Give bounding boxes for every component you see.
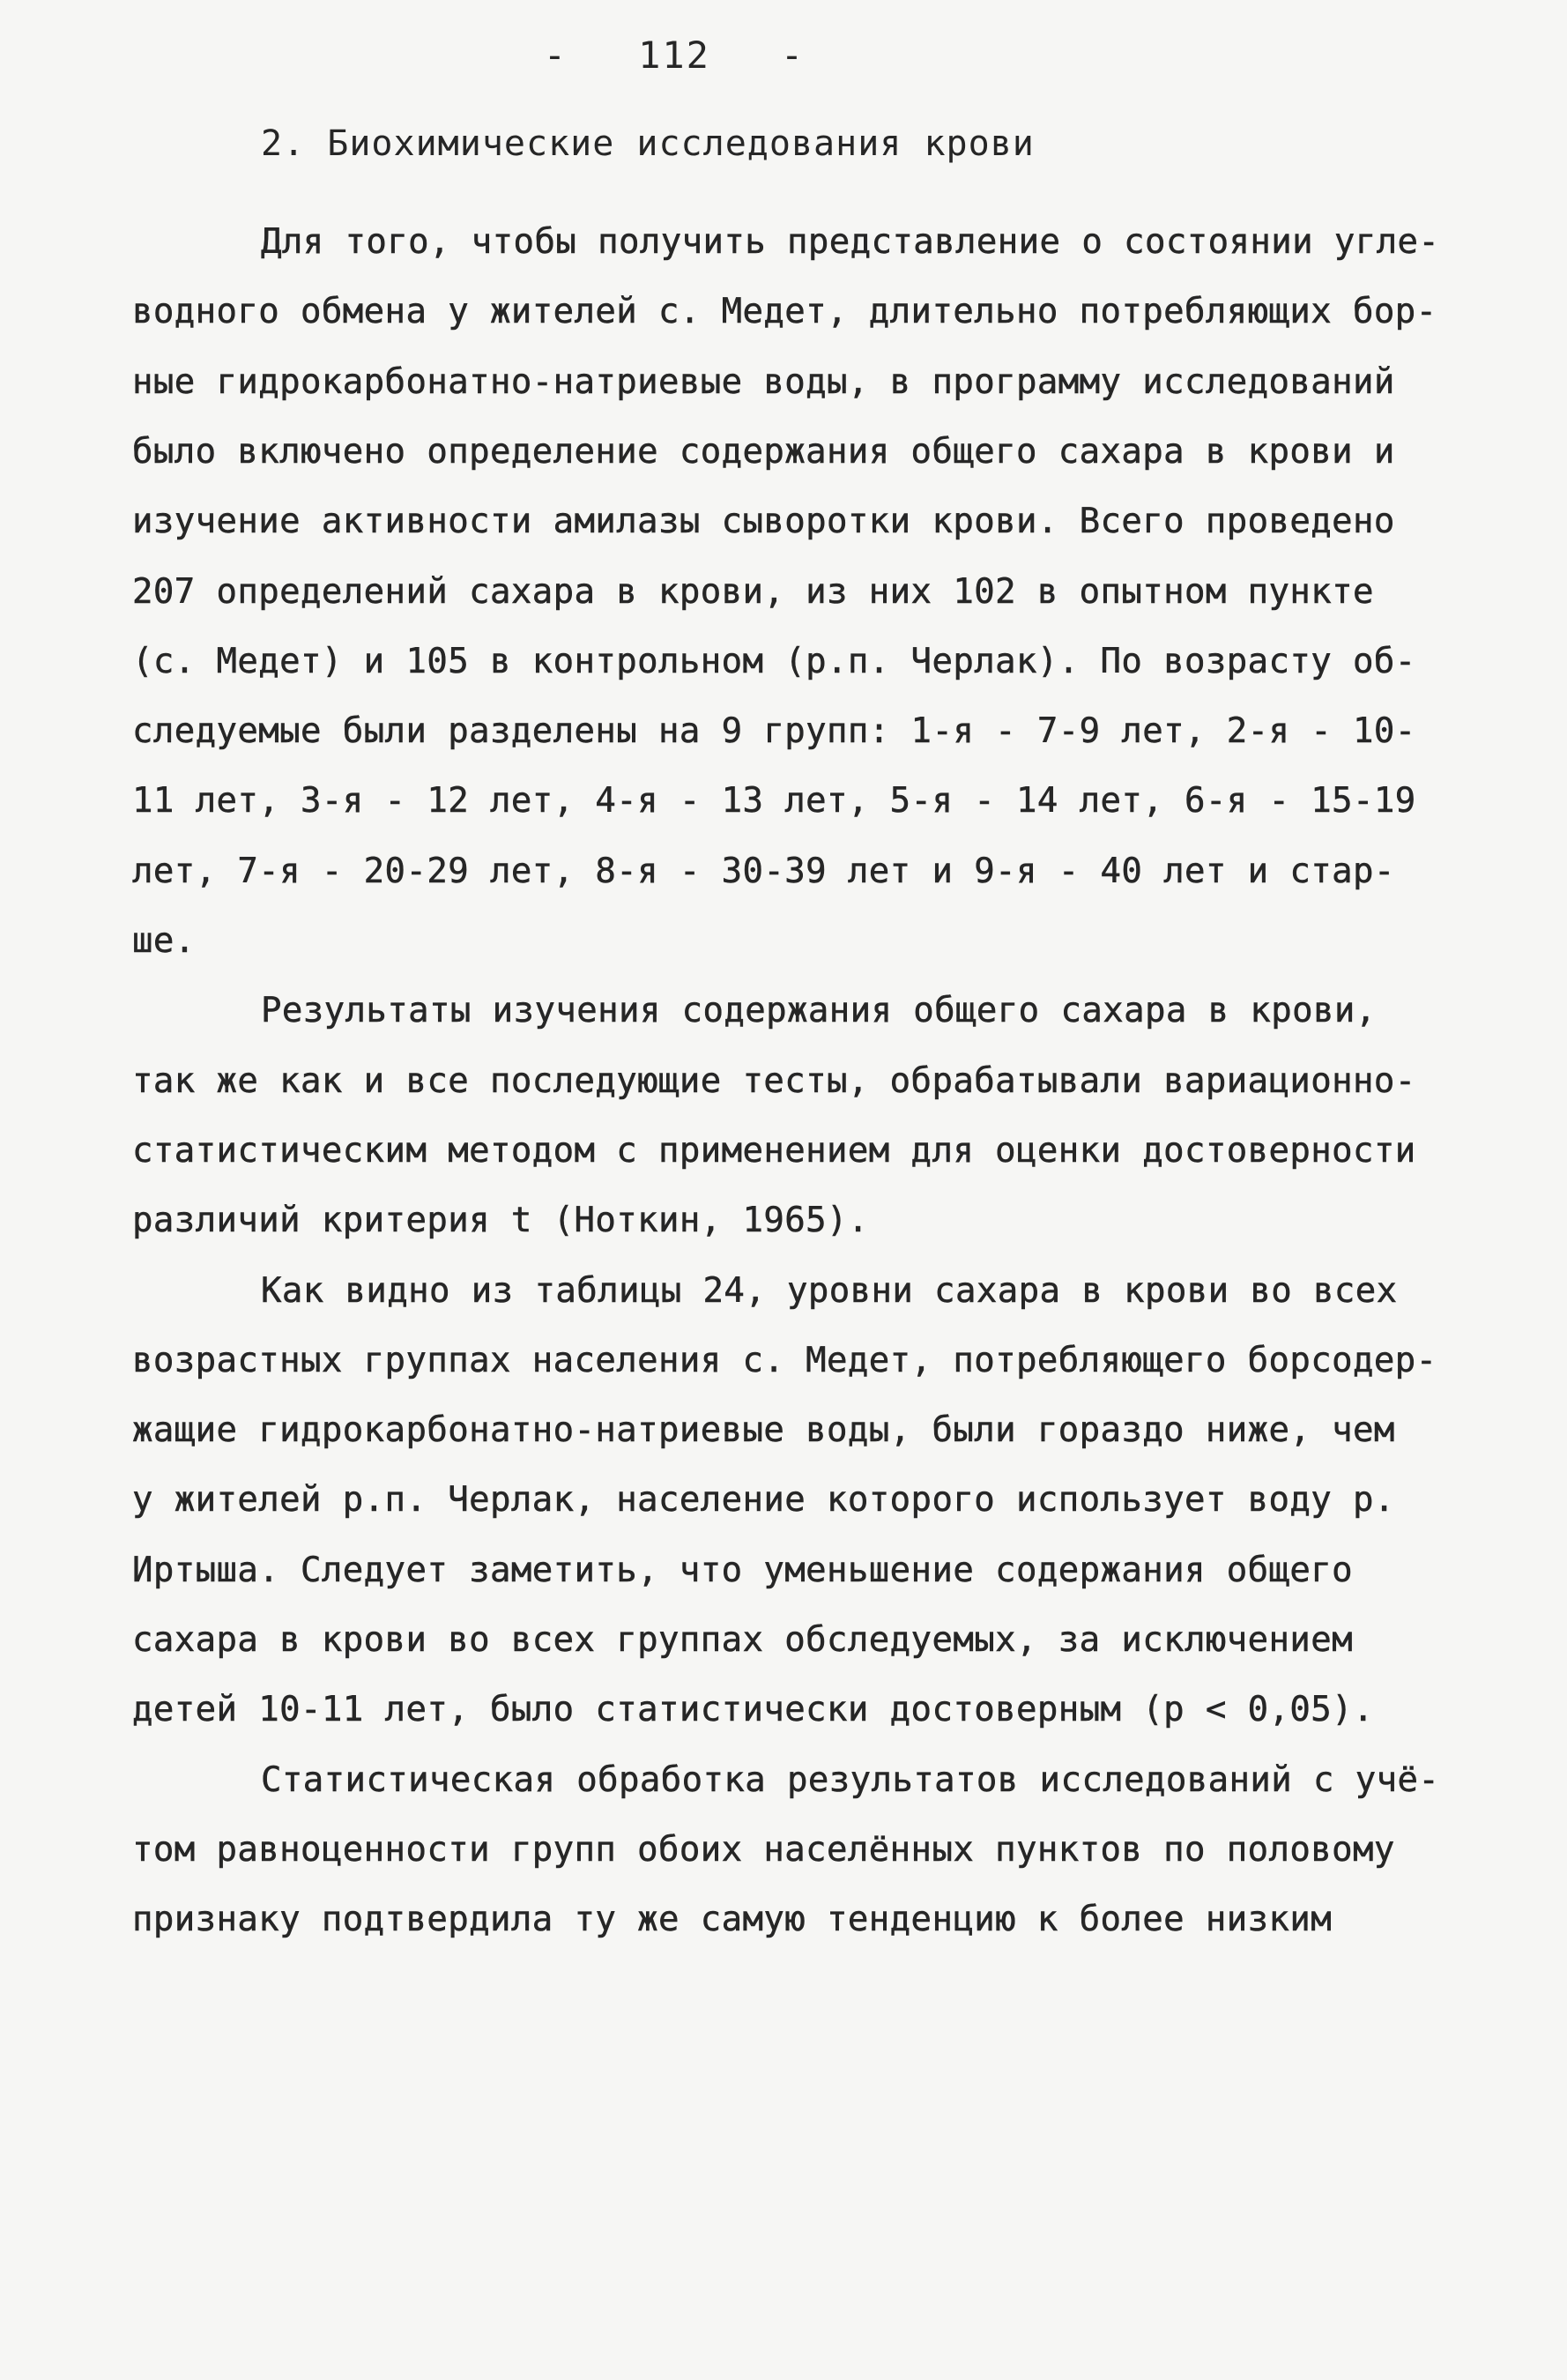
text-line: признаку подтвердила ту же самую тенденцию к более низким bbox=[132, 1900, 1333, 1939]
text-line: лет, 7-я - 20-29 лет, 8-я - 30-39 лет и 9-я - 40 лет и стар- bbox=[132, 852, 1395, 891]
section-heading: 2. Биохимические исследования крови bbox=[261, 123, 1035, 164]
text-line: том равноценности групп обоих населённых пунктов по половому bbox=[132, 1830, 1395, 1870]
text-line: 207 определений сахара в крови, из них 102 в опытном пункте bbox=[132, 572, 1374, 612]
text-line: Для того, чтобы получить представление о состоянии угле- bbox=[261, 222, 1440, 262]
text-line: было включено определение содержания общего сахара в крови и bbox=[132, 432, 1395, 472]
text-line: сахара в крови во всех группах обследуемых, за исключением bbox=[132, 1620, 1354, 1660]
text-line: Результаты изучения содержания общего сахара в крови, bbox=[261, 991, 1377, 1030]
text-line: ше. bbox=[132, 921, 196, 961]
page-number-dash-right: - bbox=[780, 33, 806, 77]
page-number-dash-left: - bbox=[543, 33, 568, 77]
text-line: жащие гидрокарбонатно-натриевые воды, были гораздо ниже, чем bbox=[132, 1410, 1395, 1450]
text-line: детей 10-11 лет, было статистически достоверным (p < 0,05). bbox=[132, 1690, 1374, 1729]
page-number-value: 112 bbox=[638, 33, 710, 77]
text-line: Статистическая обработка результатов исследований с учё- bbox=[261, 1760, 1440, 1800]
text-line: ные гидрокарбонатно-натриевые воды, в программу исследований bbox=[132, 362, 1395, 402]
text-line: Как видно из таблицы 24, уровни сахара в крови во всех bbox=[261, 1271, 1398, 1311]
text-line: различий критерия t (Ноткин, 1965). bbox=[132, 1201, 869, 1240]
text-line: следуемые были разделены на 9 групп: 1-я - 7-9 лет, 2-я - 10- bbox=[132, 711, 1416, 751]
text-line: изучение активности амилазы сыворотки крови. Всего проведено bbox=[132, 502, 1395, 541]
text-line: 11 лет, 3-я - 12 лет, 4-я - 13 лет, 5-я - 14 лет, 6-я - 15-19 bbox=[132, 781, 1416, 821]
text-line: так же как и все последующие тесты, обрабатывали вариационно- bbox=[132, 1061, 1416, 1101]
text-line: возрастных группах населения с. Медет, потребляющего борсодер- bbox=[132, 1341, 1437, 1380]
text-line: у жителей р.п. Черлак, население которого использует воду р. bbox=[132, 1480, 1395, 1520]
text-line: водного обмена у жителей с. Медет, длительно потребляющих бор- bbox=[132, 292, 1437, 331]
page-number bbox=[0, 33, 1348, 77]
text-line: (с. Медет) и 105 в контрольном (р.п. Черлак). По возрасту об- bbox=[132, 642, 1416, 681]
text-line: Иртыша. Следует заметить, что уменьшение содержания общего bbox=[132, 1551, 1354, 1590]
text-line: статистическим методом с применением для оценки достоверности bbox=[132, 1131, 1416, 1171]
